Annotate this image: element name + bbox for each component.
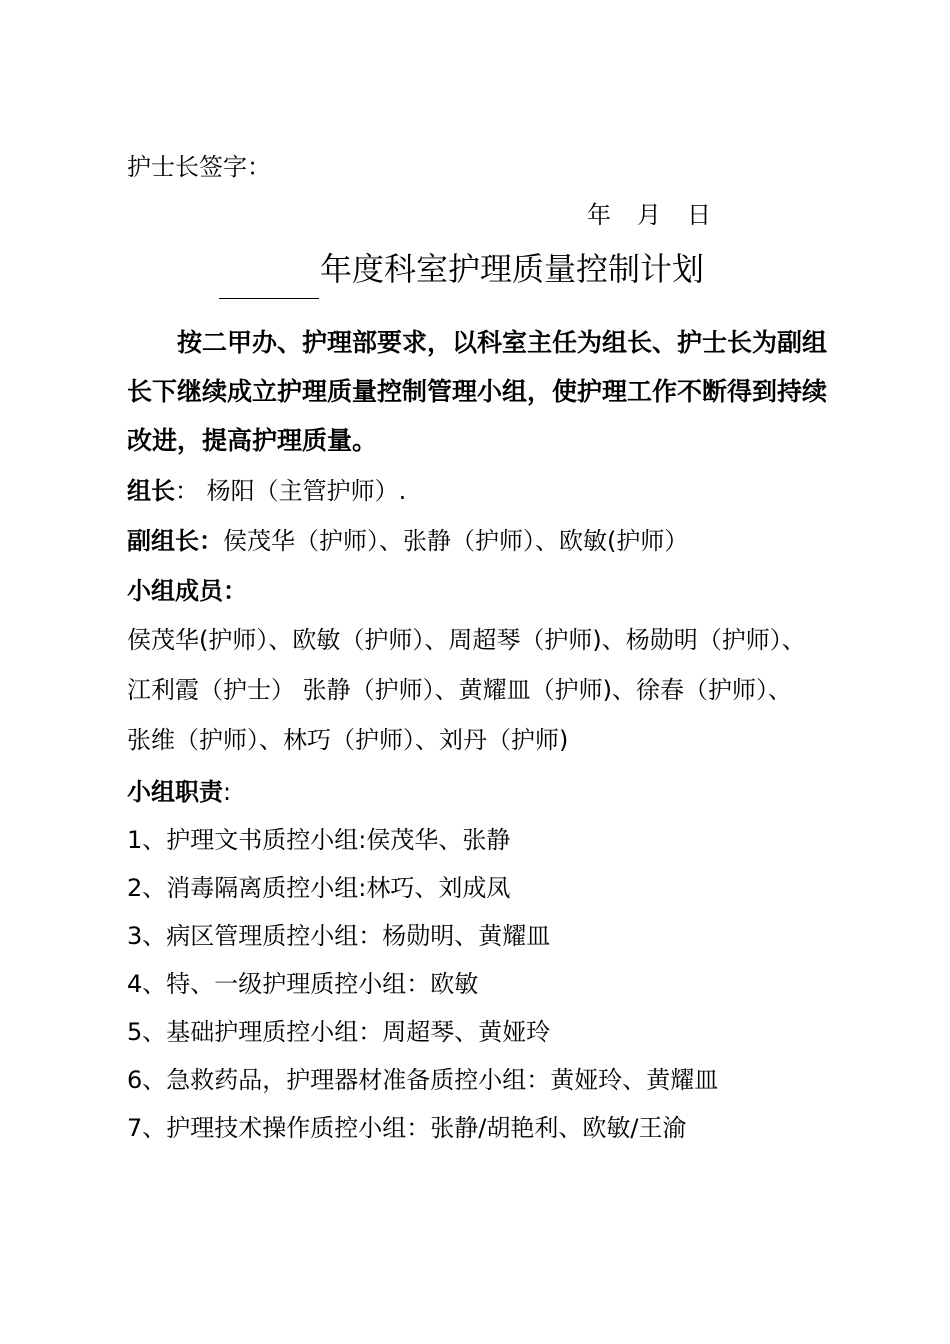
leader-line xyxy=(127,476,406,506)
date-month: 月 xyxy=(637,201,661,229)
duty-item: 1、护理文书质控小组:侯茂华、张静 xyxy=(127,826,511,854)
duties-label: 小组职责 xyxy=(127,778,223,806)
date-day: 日 xyxy=(687,201,711,229)
members-label: 小组成员： xyxy=(127,577,247,605)
duties-line xyxy=(127,777,231,807)
leader-label: 组长 xyxy=(127,477,175,505)
duty-item: 4、特、一级护理质控小组：欧敏 xyxy=(127,970,479,998)
leader-value: 杨阳（主管护师）. xyxy=(199,477,407,505)
deputy-value: 侯茂华（护师）、张静（护师）、欧敏(护师） xyxy=(223,527,689,555)
deputy-label: 副组长： xyxy=(127,527,223,555)
members-line: 张维（护师）、林巧（护师）、刘丹（护师) xyxy=(127,726,569,754)
date-year: 年 xyxy=(587,201,611,229)
title-year-blank xyxy=(219,298,319,299)
duty-item: 2、消毒隔离质控小组:林巧、刘成凤 xyxy=(127,874,511,902)
deputy-line xyxy=(127,526,688,556)
members-line: 江利霞（护士） 张静（护师）、黄耀皿（护师)、徐春（护师）、 xyxy=(127,676,792,704)
intro-paragraph: 按二甲办、护理部要求，以科室主任为组长、护士长为副组长下继续成立护理质量控制管理小组，使护理工作不断得到持续改进，提高护理质量。 xyxy=(127,328,828,455)
duty-item: 7、护理技术操作质控小组：张静/胡艳利、欧敏/王渝 xyxy=(127,1114,687,1142)
signature-label: 护士长签字： xyxy=(127,153,271,181)
leader-colon: ： xyxy=(175,477,199,505)
duty-item: 6、急救药品，护理器材准备质控小组：黄娅玲、黄耀皿 xyxy=(127,1066,719,1094)
date-line xyxy=(587,200,711,230)
members-line: 侯茂华(护师）、欧敏（护师）、周超琴（护师)、杨勋明（护师）、 xyxy=(127,626,806,654)
duties-colon: : xyxy=(223,778,232,806)
duty-item: 5、基础护理质控小组：周超琴、黄娅玲 xyxy=(127,1018,551,1046)
document-title: 年度科室护理质量控制计划 xyxy=(320,250,705,288)
duty-item: 3、病区管理质控小组：杨勋明、黄耀皿 xyxy=(127,922,551,950)
